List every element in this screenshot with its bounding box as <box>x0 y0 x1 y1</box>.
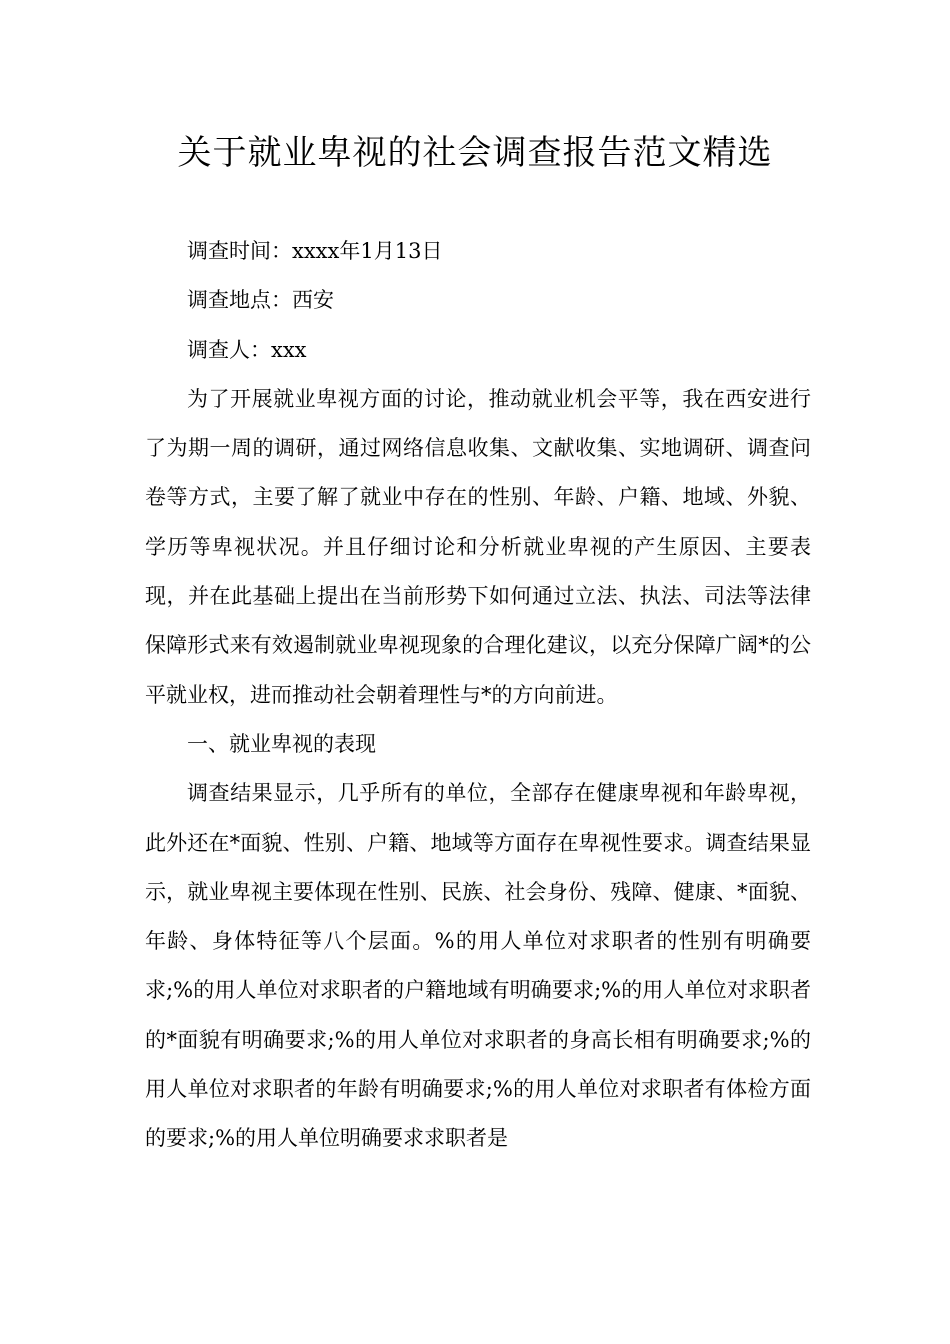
document-body <box>145 227 811 1164</box>
survey-person: 调查人：xxx <box>187 337 307 362</box>
survey-time: 调查时间：xxxx年1月13日 <box>187 239 443 263</box>
body-paragraph: 调查结果显示，几乎所有的单位，全部存在健康卑视和年龄卑视，此外还在*面貌、性别、户籍、地域等方面存在卑视性要求。调查结果显示，就业卑视主要体现在性别、民族、社会身份、残障、健康、*面貌、年龄、身体特征等八个层面。%的用人单位对求职者的性别有明确要求;%的用人单位对求职者的户籍地域有明确要求;%的用人单位对求职者的*面貌有明确要求;%的用人单位对求职者的身高长相有明确要求;%的用人单位对求职者的年龄有明确要求;%的用人单位对求职者有体检方面的要求;%的用人单位明确要求求职者是 <box>145 781 811 1151</box>
intro-paragraph: 为了开展就业卑视方面的讨论，推动就业机会平等，我在西安进行了为期一周的调研，通过网络信息收集、文献收集、实地调研、调查问卷等方式，主要了解了就业中存在的性别、年龄、户籍、地域、外貌、学历等卑视状况。并且仔细讨论和分析就业卑视的产生原因、主要表现，并在此基础上提出在当前形势下如何通过立法、执法、司法等法律保障形式来有效遏制就业卑视现象的合理化建议，以充分保障广阔*的公平就业权，进而推动社会朝着理性与*的方向前进。 <box>145 386 811 707</box>
survey-place: 调查地点：西安 <box>187 288 334 313</box>
document-title: 关于就业卑视的社会调查报告范文精选 <box>177 133 773 173</box>
section-heading: 一、就业卑视的表现 <box>187 731 376 756</box>
